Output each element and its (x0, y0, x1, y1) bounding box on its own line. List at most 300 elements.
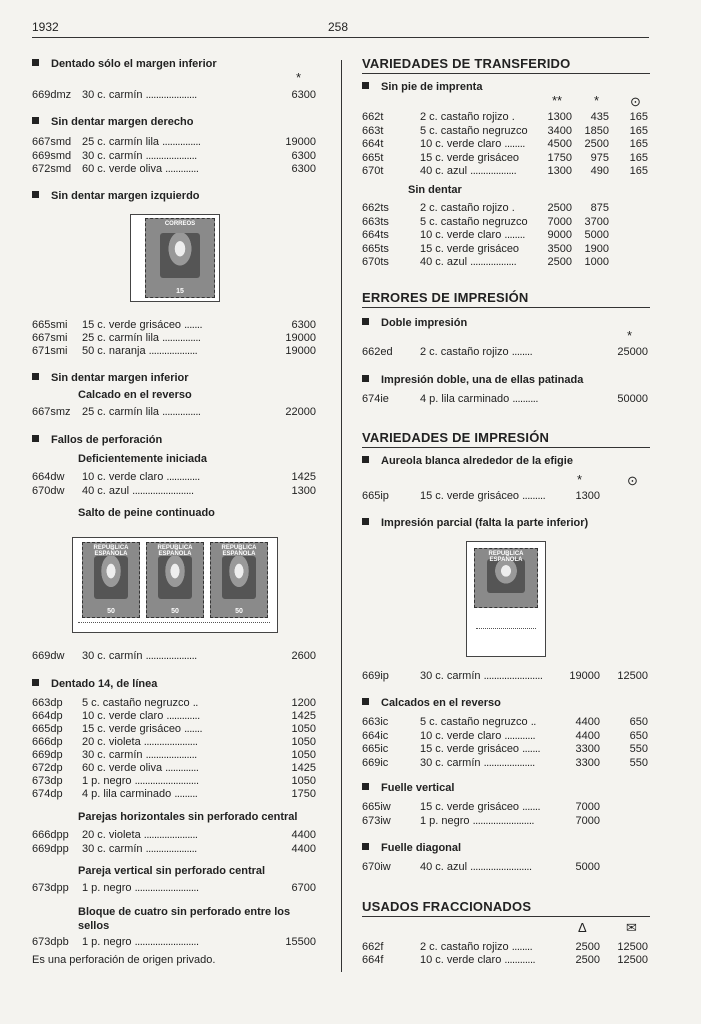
price-value: 1425 (291, 762, 316, 774)
category-heading: USADOS FRACCIONADOS (362, 899, 532, 914)
catalog-row (0, 697, 701, 710)
catalog-number: 665smi (32, 319, 68, 331)
catalog-number: 672dp (32, 762, 63, 774)
price-column-symbol: * (627, 328, 633, 343)
catalog-row (0, 111, 701, 124)
description-text: 20 c. violeta (82, 829, 141, 841)
description-text: 50 c. naranja (82, 345, 146, 357)
price-column-symbol: ⊙ (630, 94, 641, 109)
description-text: 40 c. azul (420, 256, 468, 268)
subsection-title: Salto de peine continuado (78, 507, 215, 519)
stamp-legend: REPUBLICA ESPAÑOLA (157, 545, 193, 557)
catalog-number: 671smi (32, 345, 68, 357)
catalog-number: 669dpp (32, 842, 69, 855)
catalog-number: 664ts (362, 229, 389, 241)
leader-dots: .................. (470, 256, 517, 268)
description-text: 25 c. carmín lila (82, 332, 160, 344)
price-value: 2500 (575, 954, 600, 966)
stamp-description (420, 716, 536, 729)
price-value: 1200 (291, 697, 316, 709)
page-year: 1932 (32, 20, 59, 34)
price-value: 165 (629, 151, 648, 164)
subsection-title: Pareja vertical sin perforado central (78, 865, 266, 877)
stamp-legend: REPUBLICA ESPAÑOLA (221, 545, 257, 557)
price-value: 550 (629, 743, 648, 755)
catalog-number: 669ip (362, 670, 389, 682)
stamp-description (82, 406, 200, 419)
price-value: 650 (629, 716, 648, 728)
portrait-image (487, 559, 524, 593)
catalog-number: 664dw (32, 471, 65, 483)
catalog-row (0, 319, 701, 332)
description-text: 15 c. verde grisáceo (82, 723, 182, 735)
price-value: 1900 (584, 242, 609, 255)
leader-dots: ............ (504, 954, 536, 966)
description-text: 1 p. negro (82, 775, 132, 787)
price-column-symbol: * (594, 93, 600, 108)
section-heading (32, 190, 200, 202)
description-text: 30 c. carmín (82, 149, 143, 162)
page-number: 258 (328, 20, 349, 34)
description-text: 40 c. azul (82, 484, 130, 497)
price-value: 3300 (575, 756, 600, 769)
catalog-row (0, 941, 701, 954)
catalog-number: 662t (362, 111, 384, 123)
stamp-illustration (474, 548, 538, 608)
stamp-description (82, 332, 200, 345)
stamp-description (420, 256, 516, 269)
catalog-row (0, 757, 701, 770)
leader-dots: ............. (166, 710, 200, 722)
section-title: Fuelle vertical (381, 782, 455, 794)
description-text: 25 c. carmín lila (82, 406, 160, 418)
catalog-row (0, 743, 701, 756)
section-heading (362, 374, 583, 386)
price-value: 3400 (547, 124, 572, 137)
section-title: Doble impresión (381, 317, 468, 329)
leader-dots: ........................ (470, 861, 532, 873)
price-value: 1300 (547, 111, 572, 123)
price-value: 875 (590, 202, 609, 214)
catalog-row (0, 229, 701, 242)
catalog-row (0, 202, 701, 215)
catalog-row (0, 775, 701, 788)
section-heading (362, 81, 482, 93)
price-value: 165 (629, 165, 648, 177)
portrait-image (158, 556, 192, 599)
price-value: 550 (629, 756, 648, 769)
bullet-square-icon (362, 698, 369, 705)
price-value: 7000 (547, 215, 572, 228)
catalog-number: 669dp (32, 749, 63, 761)
catalog-number: 673dpp (32, 882, 69, 894)
bullet-square-icon (362, 783, 369, 790)
section-title: Sin dentar margen izquierdo (51, 190, 200, 202)
stamp-description (82, 471, 200, 484)
subsection-title: Bloque de cuatro sin perforado entre los (78, 906, 291, 918)
stamp-description (420, 815, 534, 828)
category-rule (362, 307, 650, 308)
stamp-description (82, 697, 198, 710)
description-text: 15 c. verde grisáceo (420, 801, 520, 813)
stamp-description (420, 165, 516, 178)
price-value: 5000 (575, 861, 600, 873)
price-value: 650 (629, 729, 648, 742)
catalog-number: 665ts (362, 242, 389, 255)
stamp-description (420, 229, 525, 242)
description-text: 10 c. verde claro (420, 729, 502, 742)
stamp-description (420, 743, 540, 756)
description-text: 10 c. verde claro (420, 138, 502, 150)
stamp-description (82, 650, 197, 663)
stamp-value: 50 (107, 608, 115, 615)
catalog-row (0, 843, 701, 856)
catalog-number: 664t (362, 138, 384, 150)
section-title: Fuelle diagonal (381, 842, 462, 854)
catalog-number: 662ed (362, 346, 393, 358)
price-value: 1750 (291, 788, 316, 800)
section-heading (32, 58, 217, 70)
price-value: 3700 (584, 215, 609, 228)
price-value: 2500 (547, 256, 572, 268)
section-heading (362, 317, 467, 329)
subsection-title: Calcado en el reverso (78, 389, 192, 401)
leader-dots: ........ (511, 941, 533, 953)
description-text: 30 c. carmín (420, 670, 481, 682)
catalog-number: 667smz (32, 406, 71, 418)
description-text: 15 c. verde grisáceo (420, 151, 520, 164)
stamp-description (82, 882, 199, 895)
price-value: 1300 (547, 165, 572, 177)
price-value: 15500 (285, 936, 316, 948)
price-value: 165 (629, 138, 648, 150)
price-value: 490 (590, 165, 609, 177)
stamp-description (420, 954, 535, 967)
description-text: 20 c. violeta (82, 736, 141, 748)
leader-dots: ........................ (132, 484, 194, 497)
section-title: Fallos de perforación (51, 434, 163, 446)
stamp-description (420, 393, 538, 406)
description-text: 60 c. verde oliva (82, 163, 163, 175)
stamp-description (420, 941, 532, 954)
category-rule (362, 447, 650, 448)
catalog-number: 673dpb (32, 936, 69, 948)
stamp-legend: REPUBLICA ESPAÑOLA (93, 545, 129, 557)
price-value: 1300 (291, 484, 316, 497)
stamp-description (420, 243, 519, 256)
bullet-square-icon (32, 59, 39, 66)
section-heading (362, 697, 501, 709)
price-value: 1850 (584, 124, 609, 137)
stamp-description (420, 670, 542, 683)
price-value: 6300 (291, 319, 316, 331)
price-value: 4400 (291, 842, 316, 855)
catalog-number: 673dp (32, 775, 63, 787)
section-title: Sin dentar margen inferior (51, 372, 189, 384)
section-title: Calcados en el reverso (381, 697, 501, 709)
price-value: 50000 (617, 393, 648, 405)
stamp-value: 50 (171, 608, 179, 615)
price-column-symbol: ⊙ (627, 473, 638, 488)
section-heading (362, 517, 588, 529)
catalog-number: 667smi (32, 332, 68, 344)
catalog-number: 662ts (362, 202, 389, 214)
description-text: 30 c. carmín (82, 749, 143, 761)
bullet-square-icon (32, 191, 39, 198)
description-text: 60 c. verde oliva (82, 762, 163, 774)
price-value: 3300 (575, 743, 600, 755)
price-value: 4400 (575, 729, 600, 742)
stamp-description (420, 861, 532, 874)
price-value: 1050 (291, 736, 316, 748)
leader-dots: ............. (165, 762, 199, 774)
catalog-row (0, 216, 701, 229)
description-text: 4 p. lila carminado (420, 393, 510, 405)
catalog-row (0, 801, 701, 814)
leader-dots: ............. (165, 163, 199, 175)
leader-dots: ............ (504, 729, 536, 742)
leader-dots: ............... (162, 406, 201, 418)
stamp-description (420, 152, 519, 165)
stamp-description (82, 843, 197, 856)
bullet-square-icon (32, 435, 39, 442)
portrait-image (222, 556, 256, 599)
description-text: 30 c. carmín (420, 756, 481, 769)
description-text: 15 c. verde grisáceo (420, 743, 520, 755)
stamp-description (420, 125, 528, 138)
leader-dots: ......................... (134, 882, 199, 894)
stamp-value: 50 (235, 608, 243, 615)
catalog-number: 670ts (362, 256, 389, 268)
catalog-row (0, 346, 701, 359)
description-text: 2 c. castaño rojizo (420, 346, 509, 358)
leader-dots: ......... (522, 490, 546, 502)
catalog-row (0, 149, 701, 165)
price-value: 19000 (285, 345, 316, 357)
description-text: 2 c. castaño rojizo (420, 941, 509, 953)
price-value: 9000 (547, 229, 572, 241)
catalog-number: 665ic (362, 743, 389, 755)
category-heading: VARIEDADES DE TRANSFERIDO (362, 56, 571, 71)
catalog-number: 662f (362, 941, 384, 953)
catalog-row (0, 165, 701, 178)
description-text: 40 c. azul (420, 861, 468, 873)
section-heading (362, 842, 461, 854)
leader-dots: ............... (162, 136, 201, 148)
section-title: Impresión parcial (falta la parte inferior) (381, 517, 589, 529)
leader-dots: ....................... (483, 670, 543, 682)
catalog-number: 665t (362, 151, 384, 164)
catalog-number: 673iw (362, 814, 391, 827)
description-text: 30 c. carmín (82, 842, 143, 855)
description-text: 30 c. carmín (82, 89, 143, 101)
catalog-number: 674ie (362, 393, 389, 405)
bullet-square-icon (362, 318, 369, 325)
price-value: 2500 (575, 941, 600, 953)
stamp-legend: REPUBLICA ESPAÑOLA (488, 551, 524, 563)
perforation-line (78, 622, 270, 623)
catalog-number: 663ts (362, 215, 389, 228)
catalog-row (0, 406, 701, 419)
stamp-description (420, 346, 532, 359)
catalog-number: 669dmz (32, 89, 72, 101)
catalog-row (0, 716, 701, 729)
subsection-title: Parejas horizontales sin perforado central (78, 811, 298, 823)
leader-dots: .................... (145, 650, 197, 662)
price-value: 7000 (575, 814, 600, 827)
price-value: 1750 (547, 151, 572, 164)
header-rule (32, 37, 649, 38)
price-value: 12500 (617, 954, 648, 966)
bullet-square-icon (362, 456, 369, 463)
stamp-illustration (82, 542, 140, 618)
stamp-description (420, 111, 515, 124)
catalog-row (0, 332, 701, 345)
catalog-number: 663dp (32, 697, 63, 709)
description-text: 10 c. verde claro (82, 710, 164, 722)
portrait-image (94, 556, 128, 599)
leader-dots: .. (530, 716, 536, 728)
stamp-description (420, 757, 535, 770)
catalog-row (0, 490, 701, 503)
catalog-row (0, 730, 701, 743)
description-text: 10 c. verde claro (420, 954, 502, 966)
perforation-line (476, 628, 536, 629)
leader-dots: ....... (184, 319, 203, 331)
description-text: 1 p. negro (82, 936, 132, 948)
price-column-symbol: * (577, 472, 583, 487)
section-title: Dentado sólo el margen inferior (51, 58, 217, 70)
subsection-title: Sin dentar (408, 184, 462, 196)
leader-dots: ........ (511, 346, 533, 358)
leader-dots: ............. (166, 471, 200, 483)
leader-dots: .................. (470, 165, 517, 177)
stamp-illustration (146, 542, 204, 618)
description-text: 5 c. castaño negruzco (420, 716, 528, 728)
stamp-description (420, 202, 515, 215)
leader-dots: .. (192, 697, 198, 709)
leader-dots: .................... (145, 842, 197, 855)
leader-dots: .................... (145, 749, 197, 761)
description-text: 10 c. verde claro (82, 471, 164, 483)
category-rule (362, 916, 650, 917)
bullet-square-icon (32, 373, 39, 380)
price-value: 165 (629, 111, 648, 123)
stamp-description (82, 319, 202, 332)
catalog-row (0, 788, 701, 801)
description-text: 10 c. verde claro (420, 229, 502, 241)
price-value: 22000 (285, 406, 316, 418)
price-value: 5000 (584, 229, 609, 241)
catalog-row (0, 243, 701, 256)
description-text: 15 c. verde grisáceo (420, 242, 520, 255)
catalog-number: 666dpp (32, 829, 69, 841)
section-title: Sin dentar margen derecho (51, 116, 194, 128)
section-heading (362, 455, 573, 467)
price-value: 4400 (575, 716, 600, 728)
price-value: 1300 (575, 490, 600, 502)
description-text: 2 c. castaño rojizo . (420, 202, 515, 214)
catalog-number: 663t (362, 124, 384, 137)
description-text: 40 c. azul (420, 165, 468, 177)
catalog-number: 664f (362, 954, 384, 966)
leader-dots: ............... (162, 332, 201, 344)
leader-dots: .................... (145, 149, 197, 162)
catalog-row (0, 256, 701, 269)
bullet-square-icon (362, 375, 369, 382)
catalog-number: 674dp (32, 788, 63, 800)
catalog-number: 669dw (32, 650, 65, 662)
price-value: 1425 (291, 471, 316, 483)
stamp-value: 15 (176, 288, 184, 295)
subsection-title: sellos (78, 920, 110, 932)
description-text: 1 p. negro (420, 814, 470, 827)
price-value: 4500 (547, 138, 572, 150)
section-heading (32, 372, 189, 384)
footnote: Es una perforación de origen privado. (32, 954, 216, 966)
catalog-number: 666dp (32, 736, 63, 748)
leader-dots: ......................... (134, 936, 199, 948)
catalog-row (0, 670, 701, 683)
catalog-number: 670t (362, 165, 384, 177)
leader-dots: ....... (522, 801, 541, 813)
catalog-row (0, 882, 701, 895)
description-text: 5 c. castaño negruzco (420, 215, 528, 228)
catalog-row (0, 471, 701, 484)
category-heading: VARIEDADES DE IMPRESIÓN (362, 430, 550, 445)
leader-dots: ........................ (472, 814, 534, 827)
catalog-number: 669ic (362, 756, 389, 769)
category-rule (362, 73, 650, 74)
price-value: 2600 (291, 650, 316, 662)
price-column-symbol: Δ (578, 920, 587, 935)
catalog-number: 664dp (32, 710, 63, 722)
price-value: 19000 (285, 136, 316, 148)
catalog-number: 665iw (362, 801, 391, 813)
catalog-number: 665ip (362, 490, 389, 502)
catalog-row (0, 138, 701, 151)
price-value: 2500 (584, 138, 609, 150)
leader-dots: ....... (184, 723, 203, 735)
bullet-square-icon (362, 518, 369, 525)
price-value: 3500 (547, 242, 572, 255)
stamp-description (82, 788, 197, 801)
price-value: 2500 (547, 202, 572, 214)
leader-dots: ........ (504, 138, 525, 150)
leader-dots: ..................... (143, 829, 198, 841)
section-heading (362, 782, 454, 794)
price-value: 1425 (291, 710, 316, 722)
catalog-row (0, 954, 701, 967)
price-value: 6700 (291, 882, 316, 894)
leader-dots: ........ (504, 229, 525, 241)
price-value: 1050 (291, 775, 316, 787)
stamp-description (420, 138, 525, 151)
catalog-row (0, 125, 701, 138)
stamp-legend: CORREOS (164, 221, 196, 227)
stamp-description (82, 775, 199, 788)
price-value: 19000 (285, 332, 316, 344)
price-value: 4400 (291, 829, 316, 841)
catalog-number: 672smd (32, 163, 72, 175)
price-value: 12500 (617, 670, 648, 682)
price-value: 6300 (291, 89, 316, 101)
stamp-description (82, 89, 197, 102)
catalog-row (0, 829, 701, 842)
leader-dots: ......................... (134, 775, 199, 787)
price-value: 435 (590, 111, 609, 123)
price-value: 6300 (291, 149, 316, 162)
